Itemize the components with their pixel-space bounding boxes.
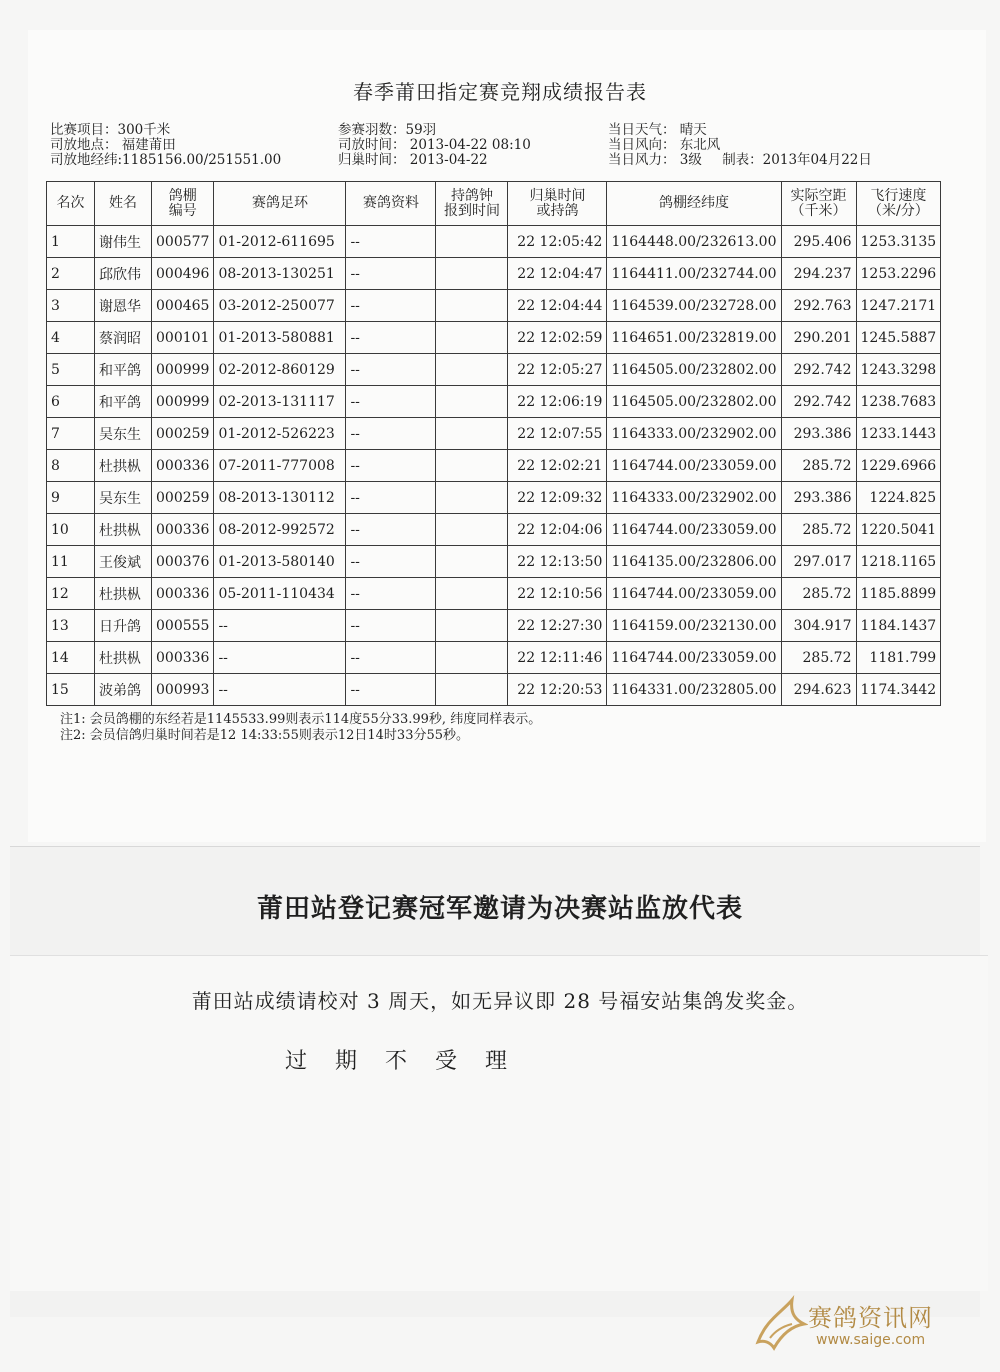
cell-ring-number: 07-2011-777008: [214, 450, 346, 482]
cell-speed: 1184.1437: [856, 610, 941, 642]
cell-speed: 1247.2171: [856, 290, 941, 322]
column-header: 飞行速度 （米/分）: [856, 182, 941, 226]
meta-release-coords: 司放地经纬:1185156.00/251551.00: [50, 152, 282, 168]
cell-owner-name: 邱欣伟: [95, 258, 152, 290]
cell-speed: 1174.3442: [856, 674, 941, 706]
cell-owner-name: 吴东生: [95, 482, 152, 514]
table-row: [47, 354, 941, 386]
meta-wind-direction: 当日风向： 东北风: [608, 137, 721, 153]
cell-clock-report-time: [436, 610, 508, 642]
notes: [60, 712, 541, 744]
column-header: 赛鸽资料: [346, 182, 436, 226]
cell-distance: 292.742: [781, 354, 856, 386]
cell-clock-report-time: [436, 322, 508, 354]
cell-owner-name: 王俊斌: [95, 546, 152, 578]
cell-arrival-time: 22 12:09:32: [508, 482, 607, 514]
meta-return-time: 归巢时间： 2013-04-22: [338, 152, 488, 168]
watermark-url: www.saige.com: [816, 1332, 926, 1348]
cell-ring-number: --: [214, 610, 346, 642]
cell-loft-coordinates: 1164744.00/233059.00: [607, 514, 781, 546]
cell-clock-report-time: [436, 578, 508, 610]
cell-arrival-time: 22 12:20:53: [508, 674, 607, 706]
cell-loft-number: 000336: [152, 578, 214, 610]
cell-arrival-time: 22 12:27:30: [508, 610, 607, 642]
cell-rank: 13: [47, 610, 95, 642]
cell-loft-number: 000259: [152, 482, 214, 514]
cell-bird-info: --: [346, 354, 436, 386]
cell-clock-report-time: [436, 514, 508, 546]
table-row: [47, 450, 941, 482]
cell-loft-number: 000376: [152, 546, 214, 578]
table-row: [47, 642, 941, 674]
cell-loft-coordinates: 1164331.00/232805.00: [607, 674, 781, 706]
cell-owner-name: 日升鸽: [95, 610, 152, 642]
cell-distance: 285.72: [781, 578, 856, 610]
table-body: [47, 226, 941, 706]
cell-loft-coordinates: 1164448.00/232613.00: [607, 226, 781, 258]
watermark-name: 赛鸽资讯网: [808, 1304, 933, 1332]
cell-loft-number: 000555: [152, 610, 214, 642]
table-row: [47, 322, 941, 354]
meta-wind-force: 当日风力： 3级 制表：2013年04月22日: [608, 152, 872, 168]
pigeon-icon: [752, 1290, 808, 1356]
report-title: 春季莆田指定赛竞翔成绩报告表: [353, 80, 647, 104]
cell-clock-report-time: [436, 258, 508, 290]
cell-rank: 8: [47, 450, 95, 482]
cell-loft-coordinates: 1164651.00/232819.00: [607, 322, 781, 354]
cell-loft-coordinates: 1164744.00/233059.00: [607, 578, 781, 610]
cell-clock-report-time: [436, 386, 508, 418]
cell-arrival-time: 22 12:13:50: [508, 546, 607, 578]
cell-rank: 3: [47, 290, 95, 322]
cell-speed: 1243.3298: [856, 354, 941, 386]
column-header: 鸽棚经纬度: [607, 182, 781, 226]
cell-bird-info: --: [346, 322, 436, 354]
cell-rank: 14: [47, 642, 95, 674]
cell-loft-coordinates: 1164744.00/233059.00: [607, 642, 781, 674]
cell-speed: 1185.8899: [856, 578, 941, 610]
cell-ring-number: 03-2012-250077: [214, 290, 346, 322]
cell-rank: 5: [47, 354, 95, 386]
cell-loft-number: 000336: [152, 642, 214, 674]
cell-loft-number: 000259: [152, 418, 214, 450]
cell-distance: 292.742: [781, 386, 856, 418]
results-table: [46, 181, 941, 706]
cell-speed: 1238.7683: [856, 386, 941, 418]
table-row: [47, 578, 941, 610]
cell-speed: 1218.1165: [856, 546, 941, 578]
cell-ring-number: 02-2013-131117: [214, 386, 346, 418]
cell-loft-number: 000999: [152, 386, 214, 418]
cell-speed: 1245.5887: [856, 322, 941, 354]
table-row: [47, 546, 941, 578]
cell-owner-name: 谢伟生: [95, 226, 152, 258]
cell-rank: 6: [47, 386, 95, 418]
cell-distance: 293.386: [781, 418, 856, 450]
cell-clock-report-time: [436, 226, 508, 258]
cell-ring-number: 02-2012-860129: [214, 354, 346, 386]
column-header: 持鸽钟 报到时间: [436, 182, 508, 226]
cell-owner-name: 杜拱枞: [95, 642, 152, 674]
cell-distance: 292.763: [781, 290, 856, 322]
meta-column-2: [338, 123, 531, 168]
cell-rank: 10: [47, 514, 95, 546]
cell-bird-info: --: [346, 482, 436, 514]
cell-owner-name: 和平鸽: [95, 354, 152, 386]
cell-bird-info: --: [346, 610, 436, 642]
cell-distance: 297.017: [781, 546, 856, 578]
cell-owner-name: 杜拱枞: [95, 450, 152, 482]
cell-arrival-time: 22 12:02:59: [508, 322, 607, 354]
cell-loft-number: 000336: [152, 450, 214, 482]
table-row: [47, 674, 941, 706]
cell-arrival-time: 22 12:07:55: [508, 418, 607, 450]
cell-distance: 285.72: [781, 514, 856, 546]
cell-loft-coordinates: 1164411.00/232744.00: [607, 258, 781, 290]
cell-loft-number: 000496: [152, 258, 214, 290]
table-row: [47, 418, 941, 450]
cell-speed: 1253.3135: [856, 226, 941, 258]
cell-loft-number: 000993: [152, 674, 214, 706]
meta-release-place: 司放地点： 福建莆田: [50, 137, 176, 153]
cell-speed: 1181.799: [856, 642, 941, 674]
cell-ring-number: 08-2012-992572: [214, 514, 346, 546]
cell-owner-name: 杜拱枞: [95, 578, 152, 610]
cell-clock-report-time: [436, 450, 508, 482]
cell-ring-number: 08-2013-130251: [214, 258, 346, 290]
cell-ring-number: 01-2013-580881: [214, 322, 346, 354]
cell-loft-coordinates: 1164505.00/232802.00: [607, 386, 781, 418]
cell-bird-info: --: [346, 514, 436, 546]
cell-bird-info: --: [346, 386, 436, 418]
cell-loft-number: 000999: [152, 354, 214, 386]
note-2: 注2: 会员信鸽归巢时间若是12 14:33:55则表示12日14时33分55秒。: [60, 728, 470, 743]
meta-release-time: 司放时间： 2013-04-22 08:10: [338, 137, 531, 153]
table-row: [47, 258, 941, 290]
column-header: 姓名: [95, 182, 152, 226]
cell-ring-number: 01-2012-611695: [214, 226, 346, 258]
cell-distance: 290.201: [781, 322, 856, 354]
cell-loft-number: 000336: [152, 514, 214, 546]
cell-ring-number: 01-2012-526223: [214, 418, 346, 450]
cell-rank: 4: [47, 322, 95, 354]
cell-owner-name: 吴东生: [95, 418, 152, 450]
cell-rank: 7: [47, 418, 95, 450]
cell-distance: 294.237: [781, 258, 856, 290]
cell-rank: 2: [47, 258, 95, 290]
cell-loft-number: 000577: [152, 226, 214, 258]
cell-ring-number: 01-2013-580140: [214, 546, 346, 578]
cell-speed: 1253.2296: [856, 258, 941, 290]
cell-owner-name: 蔡润昭: [95, 322, 152, 354]
column-header: 归巢时间 或持鸽: [508, 182, 607, 226]
watermark-logo: [752, 1290, 982, 1358]
table-row: [47, 610, 941, 642]
table-row: [47, 226, 941, 258]
cell-loft-coordinates: 1164333.00/232902.00: [607, 418, 781, 450]
cell-clock-report-time: [436, 546, 508, 578]
cell-speed: 1229.6966: [856, 450, 941, 482]
cell-bird-info: --: [346, 578, 436, 610]
cell-arrival-time: 22 12:06:19: [508, 386, 607, 418]
cell-rank: 1: [47, 226, 95, 258]
cell-owner-name: 和平鸽: [95, 386, 152, 418]
cell-clock-report-time: [436, 674, 508, 706]
cell-arrival-time: 22 12:05:42: [508, 226, 607, 258]
cell-distance: 304.917: [781, 610, 856, 642]
cell-rank: 11: [47, 546, 95, 578]
table-header-row: [47, 182, 941, 226]
cell-rank: 9: [47, 482, 95, 514]
cell-arrival-time: 22 12:04:47: [508, 258, 607, 290]
cell-ring-number: --: [214, 674, 346, 706]
cell-ring-number: --: [214, 642, 346, 674]
cell-rank: 15: [47, 674, 95, 706]
cell-distance: 285.72: [781, 642, 856, 674]
cell-ring-number: 08-2013-130112: [214, 482, 346, 514]
notice-body: 莆田站成绩请校对 3 周天，如无异议即 28 号福安站集鸽发奖金。: [191, 989, 809, 1013]
cell-loft-coordinates: 1164539.00/232728.00: [607, 290, 781, 322]
column-header: 实际空距 （千米）: [781, 182, 856, 226]
cell-clock-report-time: [436, 354, 508, 386]
note-1: 注1: 会员鸽棚的东经若是1145533.99则表示114度55分33.99秒, 纬度同样表示。: [60, 712, 542, 727]
cell-bird-info: --: [346, 450, 436, 482]
table-row: [47, 290, 941, 322]
column-header: 鸽棚 编号: [152, 182, 214, 226]
cell-loft-number: 000101: [152, 322, 214, 354]
table-row: [47, 514, 941, 546]
cell-arrival-time: 22 12:02:21: [508, 450, 607, 482]
notice-expire: 过期不受理: [285, 1049, 536, 1074]
cell-arrival-time: 22 12:11:46: [508, 642, 607, 674]
cell-clock-report-time: [436, 418, 508, 450]
table-row: [47, 386, 941, 418]
cell-loft-coordinates: 1164159.00/232130.00: [607, 610, 781, 642]
cell-ring-number: 05-2011-110434: [214, 578, 346, 610]
cell-rank: 12: [47, 578, 95, 610]
column-header: 名次: [47, 182, 95, 226]
cell-arrival-time: 22 12:05:27: [508, 354, 607, 386]
cell-arrival-time: 22 12:04:44: [508, 290, 607, 322]
cell-bird-info: --: [346, 290, 436, 322]
cell-bird-info: --: [346, 642, 436, 674]
cell-speed: 1220.5041: [856, 514, 941, 546]
cell-speed: 1224.825: [856, 482, 941, 514]
cell-speed: 1233.1443: [856, 418, 941, 450]
cell-bird-info: --: [346, 546, 436, 578]
cell-owner-name: 谢恩华: [95, 290, 152, 322]
meta-column-1: [50, 123, 281, 168]
cell-bird-info: --: [346, 258, 436, 290]
cell-loft-coordinates: 1164744.00/233059.00: [607, 450, 781, 482]
cell-distance: 285.72: [781, 450, 856, 482]
notice-heading: 莆田站登记赛冠军邀请为决赛站监放代表: [256, 894, 743, 924]
cell-distance: 293.386: [781, 482, 856, 514]
meta-event: 比赛项目：300千米: [50, 122, 171, 138]
cell-owner-name: 杜拱枞: [95, 514, 152, 546]
cell-clock-report-time: [436, 482, 508, 514]
meta-weather: 当日天气： 晴天: [608, 122, 707, 138]
cell-bird-info: --: [346, 226, 436, 258]
cell-owner-name: 波弟鸽: [95, 674, 152, 706]
cell-clock-report-time: [436, 642, 508, 674]
meta-column-3: [608, 123, 872, 168]
cell-loft-coordinates: 1164505.00/232802.00: [607, 354, 781, 386]
meta-entries: 参赛羽数：59羽: [338, 122, 437, 138]
cell-loft-coordinates: 1164135.00/232806.00: [607, 546, 781, 578]
cell-loft-number: 000465: [152, 290, 214, 322]
cell-bird-info: --: [346, 418, 436, 450]
cell-distance: 294.623: [781, 674, 856, 706]
table-row: [47, 482, 941, 514]
cell-bird-info: --: [346, 674, 436, 706]
cell-arrival-time: 22 12:10:56: [508, 578, 607, 610]
cell-arrival-time: 22 12:04:06: [508, 514, 607, 546]
cell-loft-coordinates: 1164333.00/232902.00: [607, 482, 781, 514]
meta-made-date: 制表：2013年04月22日: [722, 152, 872, 168]
cell-distance: 295.406: [781, 226, 856, 258]
cell-clock-report-time: [436, 290, 508, 322]
column-header: 赛鸽足环: [214, 182, 346, 226]
